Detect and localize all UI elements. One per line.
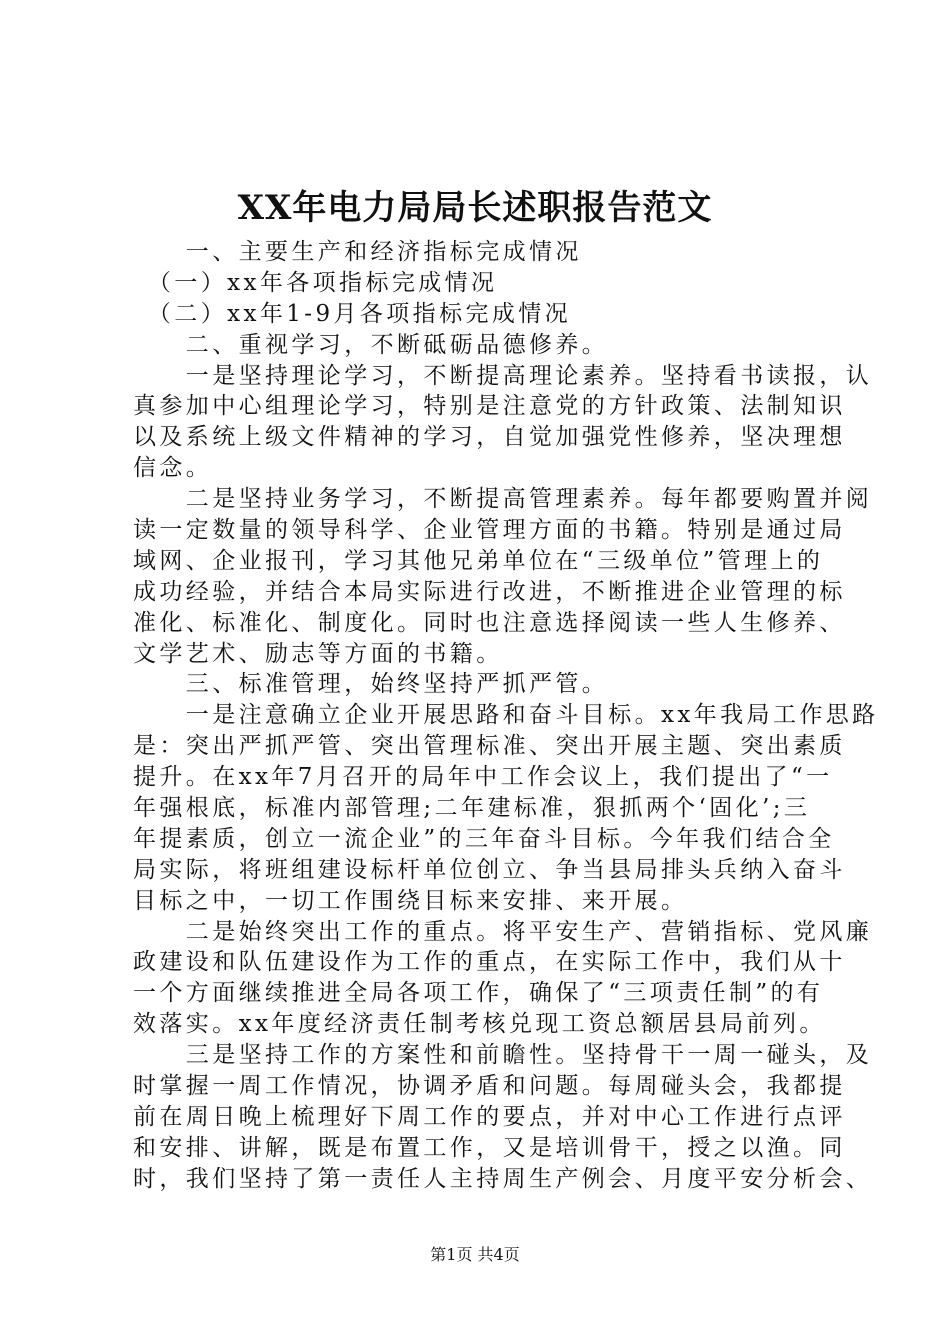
text-line: 年提素质，创立一流企业”的三年奋斗目标。今年我们结合全 (133, 825, 835, 852)
text-line: 时，我们坚持了第一责任人主持周生产例会、月度平安分析会、 (133, 1165, 873, 1192)
text-line: 三、标准管理，始终坚持严抓严管。 (133, 671, 609, 698)
text-line: （一）xx年各项指标完成情况 (133, 269, 498, 296)
text-line: （二）xx年1-9月各项指标完成情况 (133, 300, 572, 327)
text-line: 一个方面继续推进全局各项工作，确保了“三项责任制”的有 (133, 980, 824, 1007)
text-line: 时掌握一周工作情况，协调矛盾和问题。每周碰头会，我都提 (133, 1073, 846, 1100)
text-line: 提升。在xx年7月召开的局年中工作会议上，我们提出了“一 (133, 764, 833, 791)
document-title: XX年电力局局长述职报告范文 (237, 188, 713, 228)
page-footer: 第1页 共4页 (430, 1245, 520, 1264)
text-line: 是：突出严抓严管、突出管理标准、突出开展主题、突出素质 (133, 733, 846, 760)
text-line: 准化、标准化、制度化。同时也注意选择阅读一些人生修养、 (133, 609, 846, 636)
text-line: 成功经验，并结合本局实际进行改进，不断推进企业管理的标 (133, 578, 846, 605)
text-line: 读一定数量的领导科学、企业管理方面的书籍。特别是通过局 (133, 517, 846, 544)
document-body (133, 237, 879, 1195)
text-line: 目标之中，一切工作围绕目标来安排、来开展。 (133, 887, 688, 914)
text-line: 文学艺术、励志等方面的书籍。 (133, 640, 503, 667)
text-line: 和安排、讲解，既是布置工作，又是培训骨干，授之以渔。同 (133, 1134, 846, 1161)
text-line: 二是坚持业务学习，不断提高管理素养。每年都要购置并阅 (133, 486, 873, 513)
text-line: 域网、企业报刊，学习其他兄弟单位在“三级单位”管理上的 (133, 547, 824, 574)
text-line: 一是注意确立企业开展思路和奋斗目标。xx年我局工作思路 (133, 702, 879, 729)
text-line: 二、重视学习，不断砥砺品德修养。 (133, 331, 609, 358)
text-line: 年强根底，标准内部管理;二年建标准，狠抓两个‘固化’;三 (133, 795, 811, 822)
text-line: 信念。 (133, 455, 213, 482)
text-line: 效落实。xx年度经济责任制考核兑现工资总额居县局前列。 (133, 1011, 826, 1038)
text-line: 一是坚持理论学习，不断提高理论素养。坚持看书读报，认 (133, 362, 873, 389)
text-line: 以及系统上级文件精神的学习，自觉加强党性修养，坚决理想 (133, 424, 846, 451)
text-line: 二是始终突出工作的重点。将平安生产、营销指标、党风廉 (133, 918, 873, 945)
text-line: 一、主要生产和经济指标完成情况 (133, 239, 582, 265)
text-line: 局实际，将班组建设标杆单位创立、争当县局排头兵纳入奋斗 (133, 856, 846, 883)
text-line: 前在周日晚上梳理好下周工作的要点，并对中心工作进行点评 (133, 1103, 846, 1130)
text-line: 三是坚持工作的方案性和前瞻性。坚持骨干一周一碰头，及 (133, 1042, 873, 1069)
text-line: 真参加中心组理论学习，特别是注意党的方针政策、法制知识 (133, 393, 846, 420)
text-line: 政建设和队伍建设作为工作的重点，在实际工作中，我们从十 (133, 949, 846, 976)
